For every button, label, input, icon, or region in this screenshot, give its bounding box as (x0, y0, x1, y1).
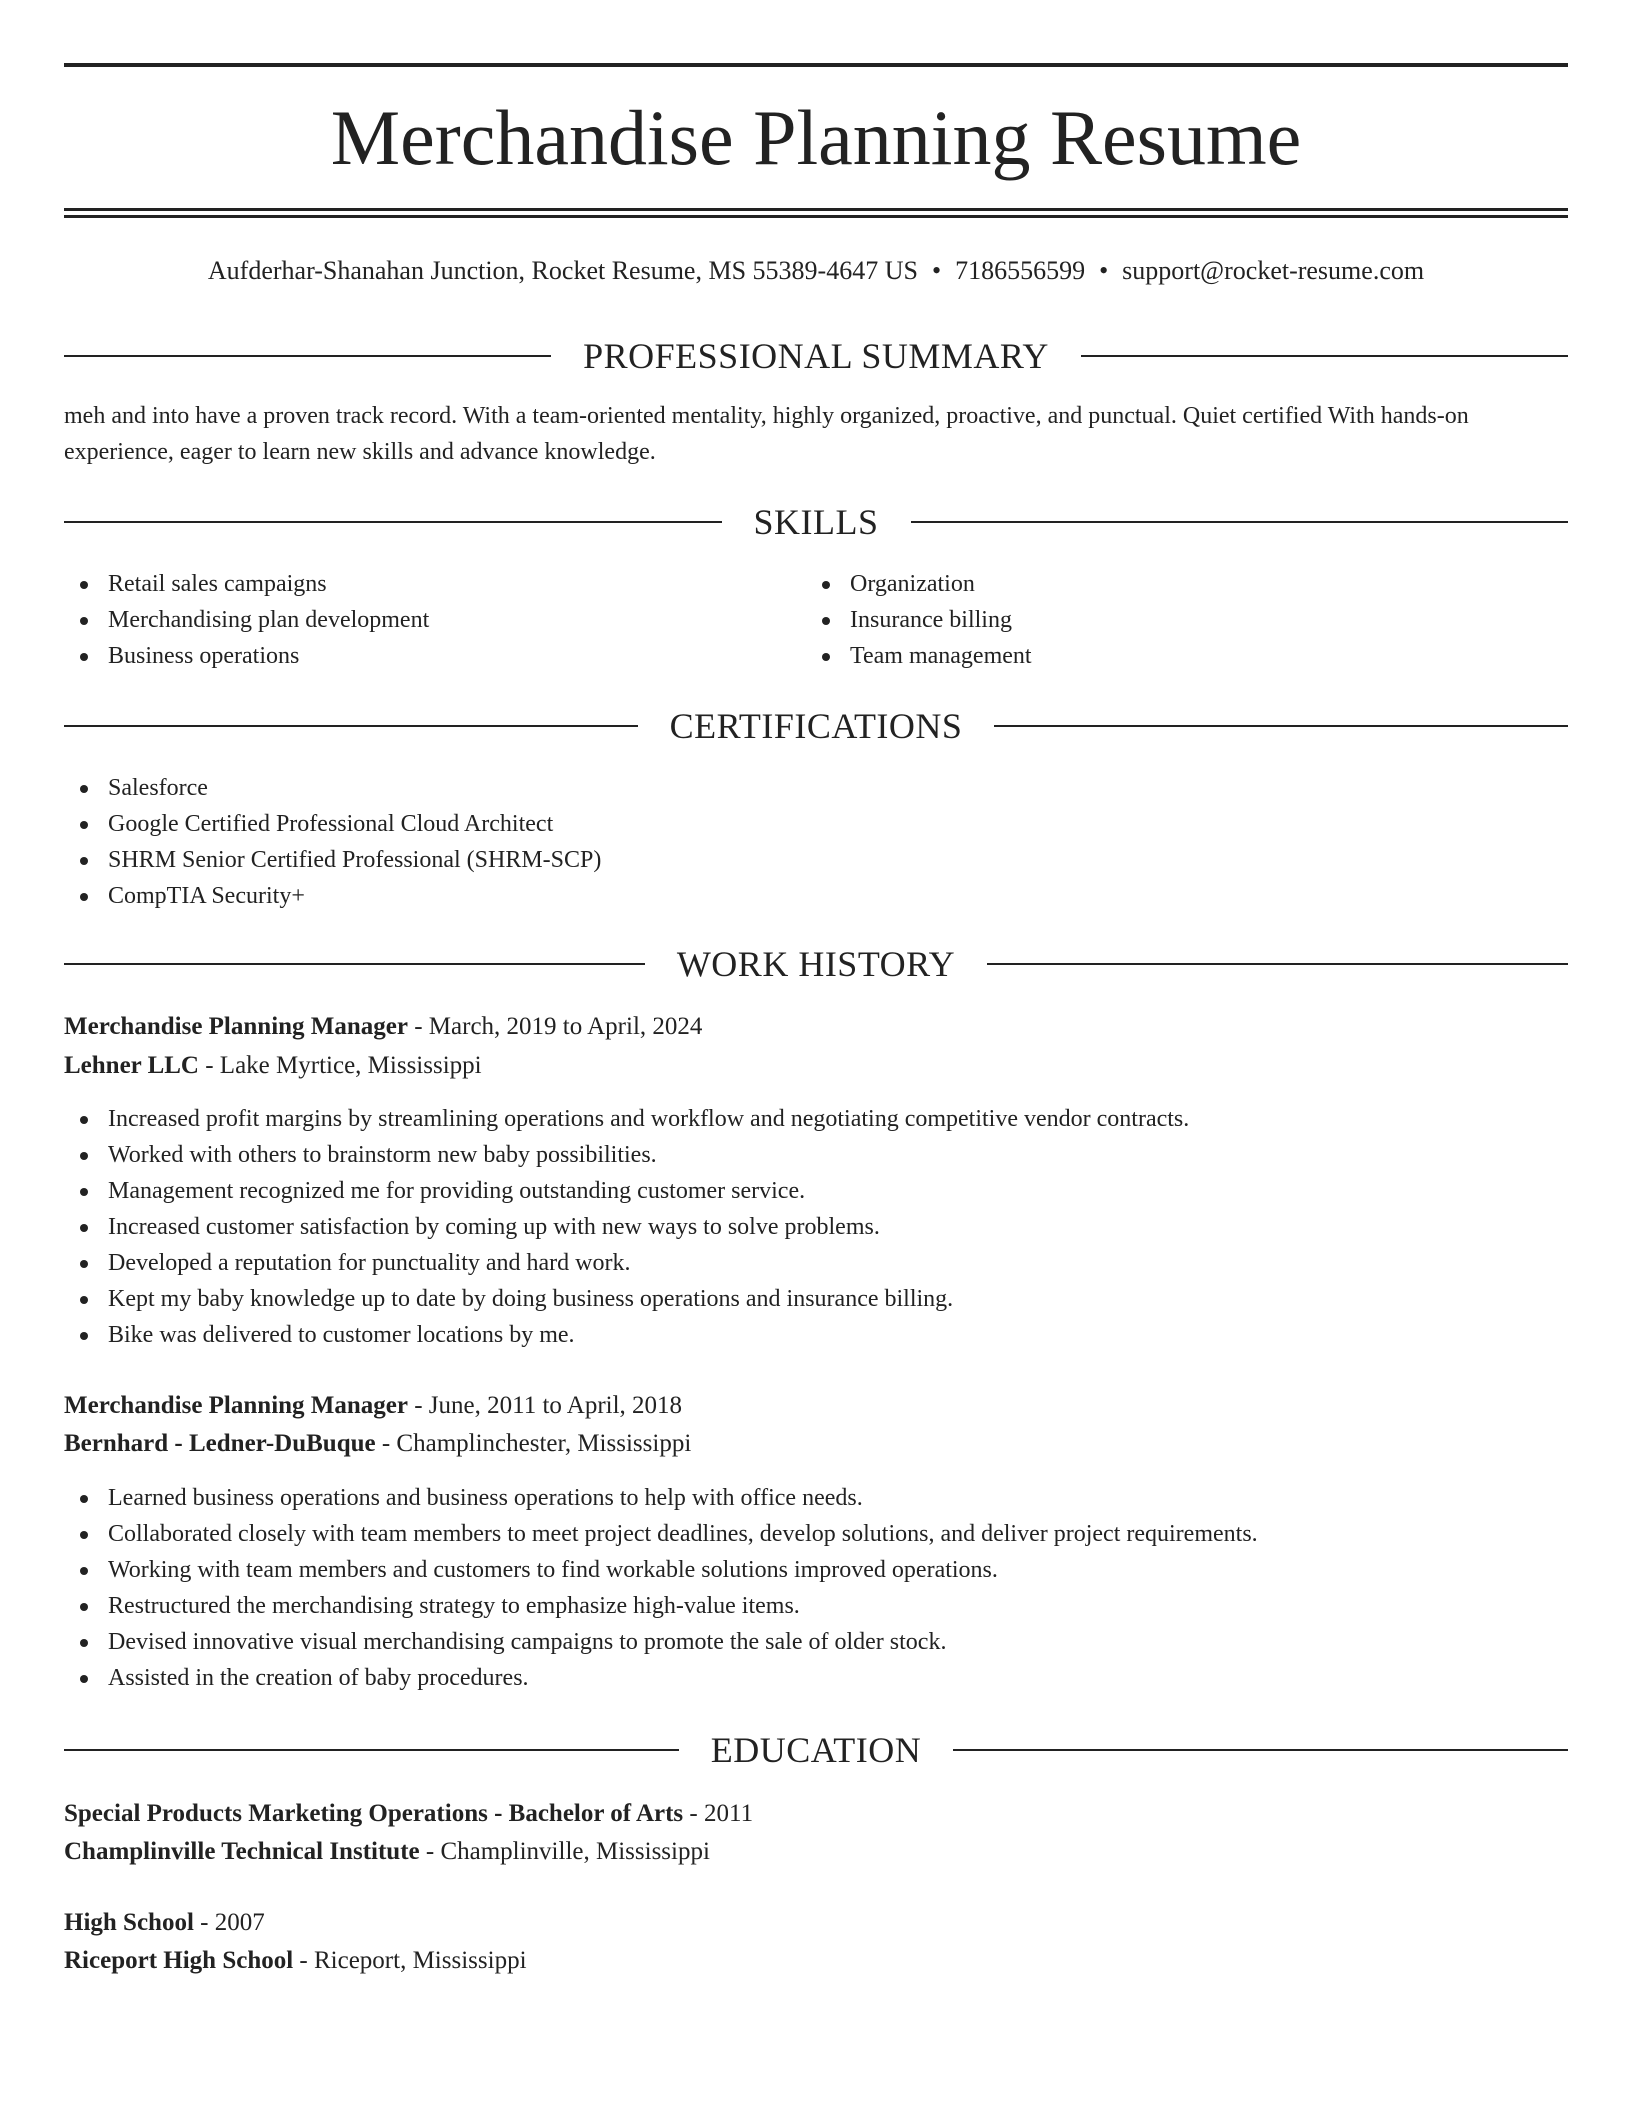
skill-item: Organization (806, 566, 1546, 602)
skill-item: Retail sales campaigns (64, 566, 804, 602)
job-company: Lehner LLC (64, 1052, 199, 1079)
education-school-line (64, 1833, 710, 1871)
heading-rule-left (64, 521, 722, 523)
heading-label: WORK HISTORY (676, 944, 956, 984)
certification-item: Salesforce (64, 770, 1568, 806)
job-bullet: Increased customer satisfaction by coming up with new ways to solve problems. (64, 1209, 1568, 1245)
job-title: Merchandise Planning Manager (64, 1013, 408, 1040)
certification-item: Google Certified Professional Cloud Architect (64, 806, 1568, 842)
job-company-line (64, 1047, 482, 1085)
job-bullets (64, 1480, 1568, 1696)
job-dates: - June, 2011 to April, 2018 (407, 1392, 683, 1419)
contact-separator: • (1099, 256, 1109, 285)
certification-item: SHRM Senior Certified Professional (SHRM-SCP) (64, 842, 1568, 878)
education-school: Riceport High School (64, 1947, 294, 1974)
skill-item: Business operations (64, 638, 804, 674)
summary-text: meh and into have a proven track record. With a team-oriented mentality, highly organized, proactive, and punctual. Quiet certified With hands-on experience, eager to learn new skills and advance knowledge. (64, 403, 1469, 465)
job-bullet: Devised innovative visual merchandising campaigns to promote the sale of older stock. (64, 1624, 1568, 1660)
contact-address: Aufderhar-Shanahan Junction, Rocket Resume, MS 55389-4647 US (207, 256, 918, 285)
job-title-line (64, 1008, 702, 1046)
heading-label: EDUCATION (710, 1730, 922, 1770)
heading-label: PROFESSIONAL SUMMARY (583, 336, 1049, 376)
education-year: - 2007 (193, 1909, 265, 1936)
skills-list-left (64, 566, 804, 674)
heading-rule-right (987, 963, 1568, 965)
job-dates: - March, 2019 to April, 2024 (407, 1013, 703, 1040)
section-heading-certifications (64, 704, 1568, 748)
skills-list-right (806, 566, 1546, 674)
job-bullets (64, 1101, 1568, 1353)
skill-item: Team management (806, 638, 1546, 674)
title-double-rule-upper (64, 208, 1568, 211)
top-rule (64, 63, 1568, 67)
education-location: - Champlinville, Mississippi (419, 1838, 710, 1865)
education-degree-line (64, 1904, 265, 1942)
job-bullet: Increased profit margins by streamlining operations and workflow and negotiating competitive vendor contracts. (64, 1101, 1568, 1137)
education-degree: Special Products Marketing Operations - Bachelor of Arts (64, 1800, 684, 1827)
section-heading-work-history (64, 942, 1568, 986)
heading-rule-left (64, 1749, 679, 1751)
education-degree-line (64, 1795, 753, 1833)
job-bullet: Worked with others to brainstorm new baby possibilities. (64, 1137, 1568, 1173)
job-title-line (64, 1387, 682, 1425)
education-school: Champlinville Technical Institute (64, 1838, 420, 1865)
job-bullet: Working with team members and customers to find workable solutions improved operations. (64, 1552, 1568, 1588)
job-location: - Champlinchester, Mississippi (375, 1430, 692, 1457)
job-company: Bernhard - Ledner-DuBuque (64, 1430, 376, 1457)
certifications-list (64, 770, 1568, 914)
job-title: Merchandise Planning Manager (64, 1392, 408, 1419)
skill-item: Insurance billing (806, 602, 1546, 638)
education-degree: High School (64, 1909, 194, 1936)
job-bullet: Learned business operations and business operations to help with office needs. (64, 1480, 1568, 1516)
contact-separator: • (931, 256, 942, 285)
skill-item: Merchandising plan development (64, 602, 804, 638)
education-location: - Riceport, Mississippi (293, 1947, 527, 1974)
heading-rule-left (64, 725, 638, 727)
contact-phone: 7186556599 (955, 256, 1086, 285)
heading-rule-right (1081, 355, 1568, 357)
section-heading-skills (64, 500, 1568, 544)
title-double-rule-lower (64, 215, 1568, 218)
job-bullet: Collaborated closely with team members to meet project deadlines, develop solutions, and deliver project requirements. (64, 1516, 1568, 1552)
section-heading-summary (64, 334, 1568, 378)
job-bullet: Assisted in the creation of baby procedures. (64, 1660, 1568, 1696)
job-bullet: Developed a reputation for punctuality and hard work. (64, 1245, 1568, 1281)
heading-rule-left (64, 963, 645, 965)
education-year: - 2011 (683, 1800, 754, 1827)
heading-label: CERTIFICATIONS (669, 706, 963, 746)
job-bullet: Kept my baby knowledge up to date by doing business operations and insurance billing. (64, 1281, 1568, 1317)
heading-rule-right (911, 521, 1569, 523)
job-company-line (64, 1425, 691, 1463)
job-bullet: Management recognized me for providing outstanding customer service. (64, 1173, 1568, 1209)
job-bullet: Restructured the merchandising strategy to emphasize high-value items. (64, 1588, 1568, 1624)
heading-label: SKILLS (753, 502, 879, 542)
education-school-line (64, 1942, 527, 1980)
contact-line (64, 254, 1568, 288)
heading-rule-left (64, 355, 551, 357)
resume-title: Merchandise Planning Resume (330, 94, 1302, 181)
job-bullet: Bike was delivered to customer locations by me. (64, 1317, 1568, 1353)
section-heading-education (64, 1728, 1568, 1772)
job-location: - Lake Myrtice, Mississippi (198, 1052, 482, 1079)
heading-rule-right (953, 1749, 1568, 1751)
contact-email: support@rocket-resume.com (1122, 256, 1425, 285)
heading-rule-right (994, 725, 1568, 727)
certification-item: CompTIA Security+ (64, 878, 1568, 914)
